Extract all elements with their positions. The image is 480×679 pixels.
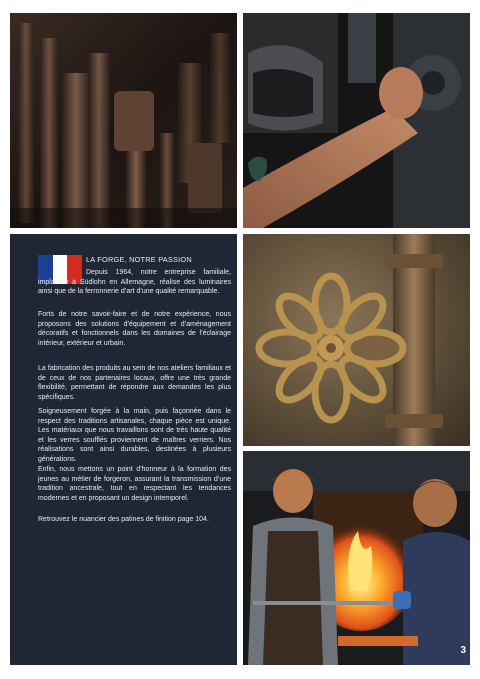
forged-iron-tools-photo — [10, 13, 237, 228]
forge-apprentices-image — [243, 451, 470, 665]
paragraph-expertise: Forts de notre savoir-faire et de notre expérience, nous proposons des solutions d’équipement et d’aménagement décoratifs et fonctionnels dans les domaines de l’éclairage intérieur, extérieur et urbain. — [38, 311, 231, 347]
brass-flower-valve-wheel-image — [243, 234, 470, 446]
forged-iron-tools-image — [10, 13, 237, 228]
paragraph-craftsmanship: Soigneusement forgée à la main, puis façonnée dans le respect des traditions artisanales, chaque pièce est unique. Les matériaux que nous travaillons sont de très haute qualité et les verres soufflés proviennent de maîtres verriers. Nos réalisations sont ainsi durables, destinées à plusieurs générations. — [38, 408, 231, 463]
welder-at-work-photo — [243, 13, 470, 228]
section-heading: LA FORGE, NOTRE PASSION — [86, 255, 192, 264]
welder-at-work-image — [243, 13, 470, 228]
paragraph-manufacturing: La fabrication des produits au sein de nos ateliers familiaux et de ceux de nos partenaires locaux, offre une très grande flexibilité, permettant de répondre aux demandes les plus spécifiques. — [38, 365, 231, 401]
paragraph-patina-reference: Retrouvez le nuancier des patines de finition page 104. — [38, 516, 209, 523]
paragraph-history: Depuis 1964, notre entreprise familiale, implantée à Südlohn en Allemagne, réalise des luminaires ainsi que de la ferronnerie d’art d’une qualité remarquable. — [38, 269, 231, 296]
brass-flower-valve-wheel-photo — [243, 234, 470, 446]
page-number: 3 — [460, 645, 466, 656]
paragraph-training: Enfin, nous mettons un point d’honneur à la formation des jeunes au métier de forgeron, assurant la transmission d’une tradition ancestrale, tout en respectant les tendances modernes et en proposant un design intemporel. — [38, 466, 231, 502]
text-panel — [10, 234, 237, 665]
forge-apprentices-photo — [243, 451, 470, 665]
